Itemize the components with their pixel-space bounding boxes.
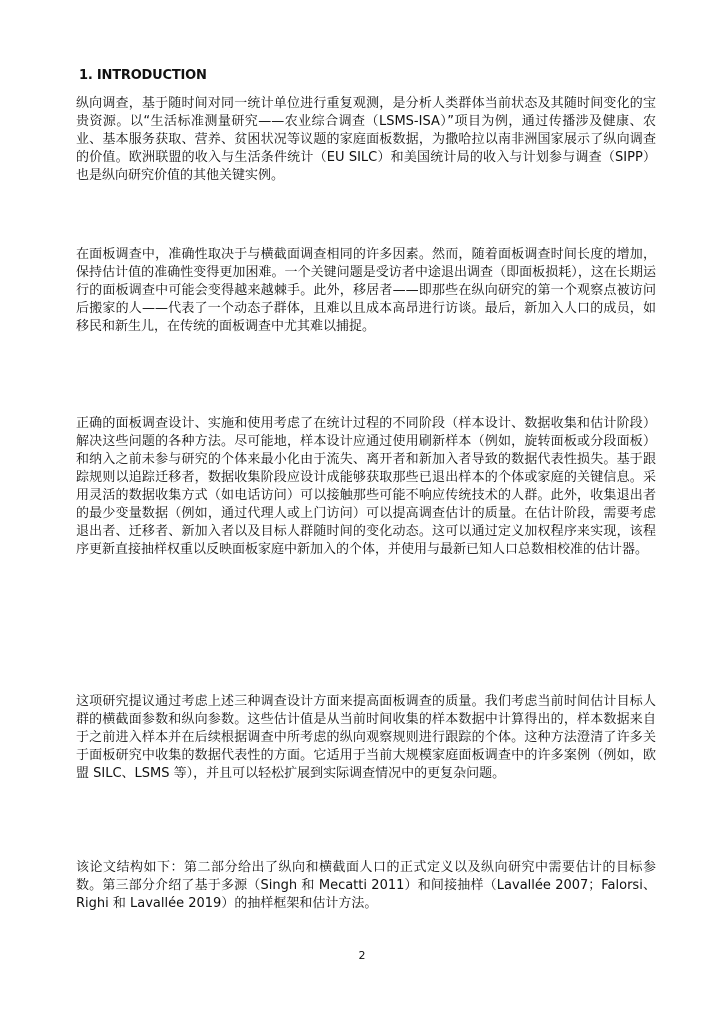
paragraph-1: 纵向调查，基于随时间对同一统计单位进行重复观测，是分析人类群体当前状态及其随时间变化的宝贵资源。以“生活标准测量研究——农业综合调查（LSMS-ISA）”项目为例，通过传播涉及健康、农业、基本服务获取、营养、贫困状况等议题的家庭面板数据，为撒哈拉以南非洲国家展示了纵向调查的价值。欧洲联盟的收入与生活条件统计（EU SILC）和美国统计局的收入与计划参与调查（SIPP）也是纵向研究价值的其他关键实例。 — [76, 96, 656, 183]
paragraph-3: 正确的面板调查设计、实施和使用考虑了在统计过程的不同阶段（样本设计、数据收集和估计阶段）解决这些问题的各种方法。尽可能地，样本设计应通过使用刷新样本（例如，旋转面板或分段面板）和纳入之前未参与研究的个体来最小化由于流失、离开者和新加入者导致的数据代表性损失。基于跟踪规则以追踪迁移者，数据收集阶段应设计成能够获取那些已退出样本的个体或家庭的关键信息。采用灵活的数据收集方式（如电话访问）可以接触那些可能不响应传统技术的人群。此外，收集退出者的最少变量数据（例如，通过代理人或上门访问）可以提高调查估计的质量。在估计阶段，需要考虑退出者、迁移者、新加入者以及目标人群随时间的变化动态。这可以通过定义加权程序来实现，该程序更新直接抽样权重以反映面板家庭中新加入的个体，并使用与最新已知人口总数相校准的估计器。 — [76, 416, 656, 557]
paragraph-2: 在面板调查中，准确性取决于与横截面调查相同的许多因素。然而，随着面板调查时间长度的增加，保持估计值的准确性变得更加困难。一个关键问题是受访者中途退出调查（即面板损耗），这在长期运行的面板调查中可能会变得越来越棘手。此外，移居者——即那些在纵向研究的第一个观察点被访问后搬家的人——代表了一个动态子群体，且难以且成本高昂进行访谈。最后，新加入人口的成员，如移民和新生儿，在传统的面板调查中尤其难以捕捉。 — [76, 247, 656, 334]
section-heading: 1. INTRODUCTION — [79, 68, 207, 83]
paragraph-4: 这项研究提议通过考虑上述三种调查设计方面来提高面板调查的质量。我们考虑当前时间估计目标人群的横截面参数和纵向参数。这些估计值是从当前时间收集的样本数据中计算得出的，样本数据来自于之前进入样本并在后续根据调查中所考虑的纵向观察规则进行跟踪的个体。这种方法澄清了许多关于面板研究中收集的数据代表性的方面。它适用于当前大规模家庭面板调查中的许多案例（例如，欧盟 SILC、LSMS 等），并且可以轻松扩展到实际调查情况中的更复杂问题。 — [76, 694, 656, 781]
paragraph-5: 该论文结构如下：第二部分给出了纵向和横截面人口的正式定义以及纵向研究中需要估计的目标参数。第三部分介绍了基于多源（Singh 和 Mecatti 2011）和间接抽样（Lavallée 2007；Falorsi、Righi 和 Lavallée 2019）的抽样框架和估计方法。 — [76, 860, 656, 911]
page-number: 2 — [358, 949, 366, 962]
